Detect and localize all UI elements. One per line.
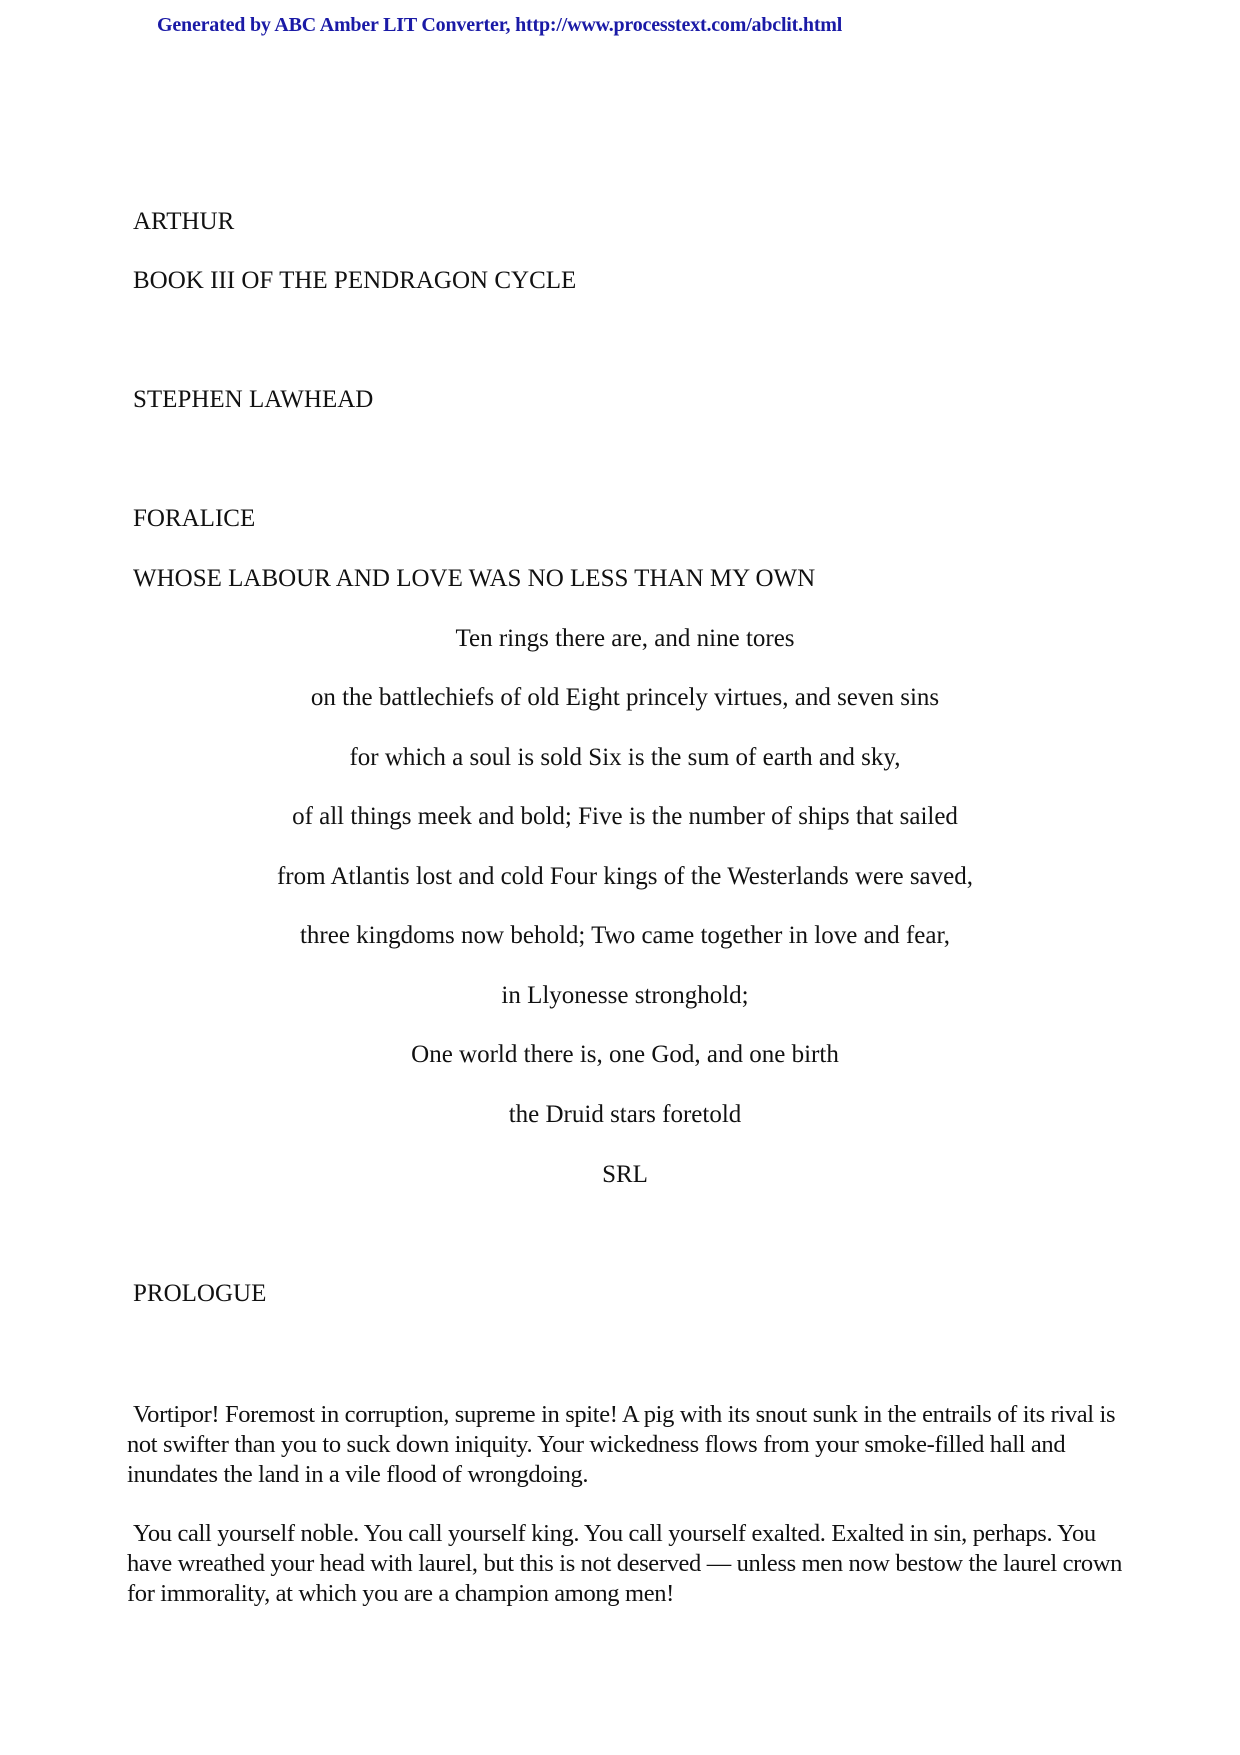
author-name: STEPHEN LAWHEAD: [133, 386, 374, 413]
prologue-heading: PROLOGUE: [133, 1280, 267, 1307]
poem-line: the Druid stars foretold: [508, 1101, 742, 1128]
prologue-paragraph-1: [127, 1400, 1127, 1490]
poem-signature: SRL: [602, 1161, 648, 1188]
poem-line: for which a soul is sold Six is the sum of earth and sky,: [349, 744, 901, 771]
converter-banner[interactable]: Generated by ABC Amber LIT Converter, http://www.processtext.com/abclit.html: [157, 14, 843, 36]
poem-line: of all things meek and bold; Five is the number of ships that sailed: [292, 803, 958, 830]
paragraph-text: Vortipor! Foremost in corruption, supreme in spite! A pig with its snout sunk in the entrails of its rival is not swifter than you to suck down iniquity. Your wickedness flows from your smoke-filled hall and inundates the land in a vile flood of wrongdoing.: [127, 1401, 1116, 1488]
paragraph-text: You call yourself noble. You call yourself king. You call yourself exalted. Exalted in sin, perhaps. You have wreathed your head with laurel, but this is not deserved — unless men now bestow the laurel crown for immorality, at which you are a champion among men!: [127, 1520, 1123, 1607]
book-subtitle: BOOK III OF THE PENDRAGON CYCLE: [133, 267, 577, 294]
dedication-line-1: FORALICE: [133, 505, 256, 532]
book-title: ARTHUR: [133, 208, 235, 235]
poem-line: Ten rings there are, and nine tores: [455, 625, 795, 652]
prologue-paragraph-2: [127, 1519, 1127, 1609]
poem-line: from Atlantis lost and cold Four kings of the Westerlands were saved,: [276, 863, 973, 890]
poem-line: on the battlechiefs of old Eight princely virtues, and seven sins: [310, 684, 940, 711]
poem-line: in Llyonesse stronghold;: [501, 982, 749, 1009]
poem-line: One world there is, one God, and one birth: [411, 1041, 839, 1068]
dedication-line-2: WHOSE LABOUR AND LOVE WAS NO LESS THAN MY OWN: [133, 565, 816, 592]
poem-line: three kingdoms now behold; Two came together in love and fear,: [299, 922, 951, 949]
